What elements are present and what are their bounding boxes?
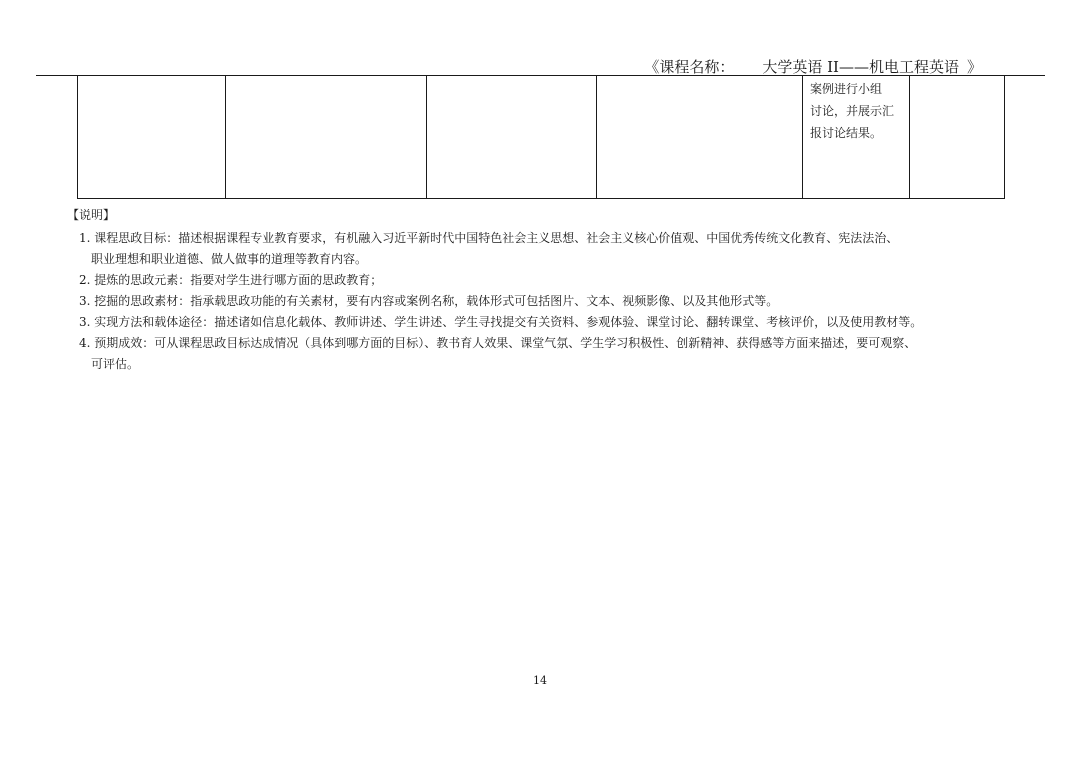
table-cell-3 xyxy=(427,76,597,198)
note-item-4: 3. 实现方法和载体途径：描述诸如信息化载体、教师讲述、学生讲述、学生寻找提交有关资料、参观体验、课堂讨论、翻转课堂、考核评价，以及使用教材等。 xyxy=(79,315,923,329)
page-number: 14 xyxy=(533,674,547,687)
note-item-2: 2. 提炼的思政元素：指要对学生进行哪方面的思政教育； xyxy=(79,273,383,287)
table-cell-text-line: 报讨论结果。 xyxy=(810,126,883,140)
notes-section xyxy=(67,205,1047,375)
notes-title: 【说明】 xyxy=(67,208,116,222)
table-cell-2 xyxy=(226,76,427,198)
course-table-continuation xyxy=(77,76,1005,199)
table-cell-1 xyxy=(78,76,226,198)
course-header-suffix: 》 xyxy=(966,58,982,76)
course-header xyxy=(644,56,982,77)
note-item-5-continuation: 可评估。 xyxy=(91,357,140,371)
table-cell-text-line: 案例进行小组 xyxy=(810,82,883,96)
course-name: 大学英语 II——机电工程英语 xyxy=(734,59,967,76)
course-header-prefix: 《课程名称： xyxy=(644,58,735,76)
table-cell-5 xyxy=(803,76,910,198)
table-cell-text-line: 讨论，并展示汇 xyxy=(810,104,895,118)
table-cell-4 xyxy=(597,76,803,198)
table-cell-6 xyxy=(910,76,1004,198)
note-item-5: 4. 预期成效：可从课程思政目标达成情况（具体到哪方面的目标）、教书育人效果、课堂气氛、学生学习积极性、创新精神、获得感等方面来描述，要可观察、 xyxy=(79,336,917,350)
note-item-1: 1. 课程思政目标：描述根据课程专业教育要求，有机融入习近平新时代中国特色社会主义思想、社会主义核心价值观、中国优秀传统文化教育、宪法法治、 xyxy=(79,231,899,245)
note-item-1-continuation: 职业理想和职业道德、做人做事的道理等教育内容。 xyxy=(91,252,368,266)
note-item-3: 3. 挖掘的思政素材：指承载思政功能的有关素材，要有内容或案例名称，载体形式可包括图片、文本、视频影像、以及其他形式等。 xyxy=(79,294,779,308)
